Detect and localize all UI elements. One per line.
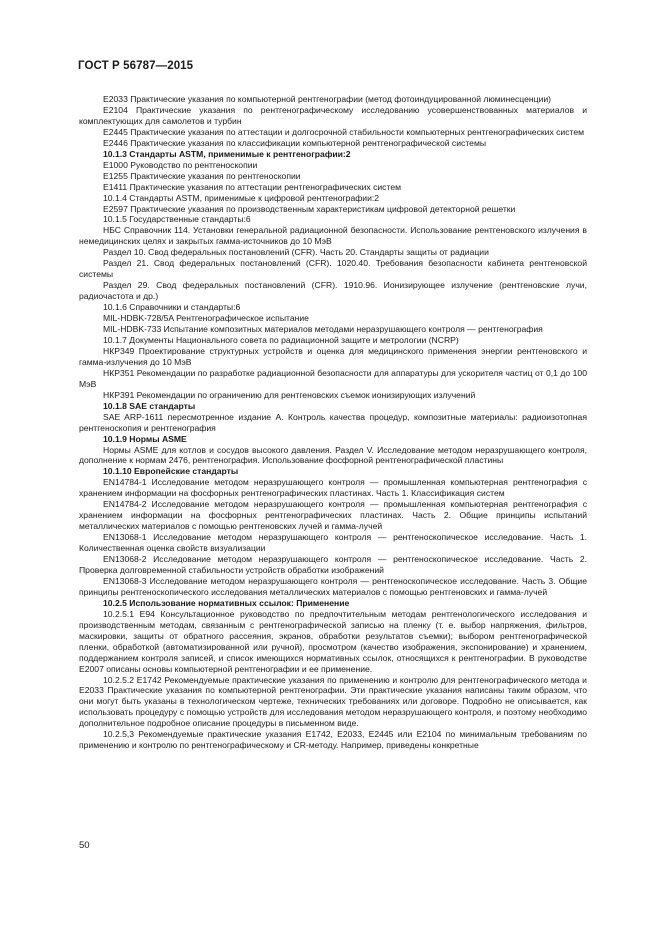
document-header: ГОСТ Р 56787—2015 bbox=[78, 60, 194, 72]
paragraph: E2104 Практические указания по рентгенографическому исследованию усовершенствованных материалов и комплектующих для самолетов и турбин bbox=[79, 104, 587, 126]
paragraph: EN14784-2 Исследование методом неразрушающего контроля — промышленная компьютерная рентгенография с хранением информации на фосфорных рентгенографических пластинах. Часть 2. Общие принципы испытаний металлических материалов с помощью рентгеновских лучей и гамма-лучей bbox=[79, 499, 587, 532]
document-body bbox=[79, 94, 587, 751]
paragraph: 10.2.5.1 E94 Консультационное руководство по предпочтительным методам рентгенологического исследования и производственным методам, связанным с рентгенографической записью на пленку (т. е. выбор напряжения, фильтров, маскировки, защиты от обратного рассеяния, экранов, обработки результатов съемки); выбором рентгенографической пленки, обработкой (автоматизированной или ручной), просмотром (качество изображения, экспонирование) и хранением, поддержанием контроля записей, и список имеющихся нормативных ссылок, относящихся к рентгенографии. В руководстве E2007 описаны основы компьютерной рентгенографии и ее применение. bbox=[79, 608, 587, 674]
section-heading: 10.1.8 SAE стандарты bbox=[103, 400, 196, 411]
paragraph: E2033 Практические указания по компьютерной рентгенографии (метод фотоиндуцированной люминесценции) bbox=[103, 94, 552, 104]
paragraph: НКР351 Рекомендации по разработке радиационной безопасности для аппаратуры для ускорителя частиц от 0,1 до 100 МэВ bbox=[79, 367, 587, 389]
section-heading: 10.2.5 Использование нормативных ссылок: Применение bbox=[103, 597, 350, 608]
paragraph: EN13068-2 Исследование методом неразрушающего контроля — рентгеноскопическое исследование. Часть 2. Проверка долговременной стабильности устройств обработки изображений bbox=[79, 554, 587, 575]
paragraph: E2445 Практические указания по аттестации и долгосрочной стабильности компьютерных рентгенографических систем bbox=[103, 126, 585, 137]
paragraph: Раздел 10. Свод федеральных постановлений (CFR). Часть 20. Стандарты защиты от радиации bbox=[103, 247, 489, 258]
paragraph: НКР391 Рекомендации по ограничению для рентгеновских съемок ионизирующих излучений bbox=[103, 389, 476, 400]
paragraph: EN13068-3 Исследование методом неразрушающего контроля — рентгеноскопическое исследование. Часть 3. Общие принципы рентгеноскопического исследования металлических материалов с помощью рентгеновских и гамма-лучей bbox=[79, 575, 587, 597]
paragraph: 10.2.5.2 E1742 Рекомендуемые практические указания по применению и контролю для рентгенографического метода и E2033 Практические указания по компьютерной рентгенографии. Эти практические указания написаны таким образом, что они могут быть указаны в технологическом чертеже, технических требованиях или договоре. Подробно не описывается, как использовать процедуру с помощью устройств для исследования методом неразрушающего контроля, и поэтому необходимо дополнительное подробное описание процедуры в письменном виде. bbox=[79, 674, 587, 729]
paragraph: E1411 Практические указания по аттестации рентгенографических систем bbox=[103, 181, 402, 192]
paragraph: MIL-HDBK-728/5A Рентгенографическое испытание bbox=[103, 313, 309, 324]
paragraph: Раздел 29. Свод федеральных постановлений (CFR). 1910.96. Ионизирующее излучение (рентгеновские лучи, радиочастота и др.) bbox=[79, 280, 587, 302]
paragraph: НКР349 Проектирование структурных устройств и оценка для медицинского применения энергии рентгеновского и гамма-излучения до 10 МэВ bbox=[79, 345, 587, 367]
paragraph: 10.1.5 Государственные стандарты:6 bbox=[103, 214, 251, 225]
paragraph: Нормы ASME для котлов и сосудов высокого давления. Раздел V. Исследование методом неразрушающего контроля, дополнение к нормам 2476, рентгенография. Использование фосфорной рентгенографической пластины bbox=[79, 444, 587, 466]
paragraph: Раздел 21. Свод федеральных постановлений (CFR). 1020.40. Требования безопасности кабинета рентгеновской системы bbox=[79, 258, 587, 280]
section-heading: 10.1.3 Стандарты ASTM, применимые к рентгенографии:2 bbox=[103, 148, 351, 159]
paragraph: MIL-HDBK-733 Испытание композитных материалов методами неразрушающего контроля — рентгенография bbox=[103, 324, 543, 335]
paragraph: EN13068-1 Исследование методом неразрушающего контроля — рентгеноскопическое исследование. Часть 1. Количественная оценка свойств визуализации bbox=[79, 532, 587, 554]
paragraph: E2446 Практические указания по классификации компьютерной рентгенографической системы bbox=[103, 137, 487, 148]
paragraph: 10.2.5,3 Рекомендуемые практические указания E1742, E2033, E2445 или E2104 по минимальным требованиям по применению и контролю по рентгенографическому и CR-методу. Например, приведены конкретные bbox=[79, 729, 587, 751]
paragraph: 10.1.4 Стандарты ASTM, применимые к цифровой рентгенографии:2 bbox=[103, 192, 380, 203]
paragraph: 10.1.6 Справочники и стандарты:6 bbox=[103, 302, 241, 313]
section-heading: 10.1.10 Европейские стандарты bbox=[103, 466, 239, 477]
paragraph: E1000 Руководство по рентгеноскопии bbox=[103, 159, 258, 170]
paragraph: E2597 Практические указания по производственным характеристикам цифровой детекторной решетки bbox=[103, 203, 516, 214]
paragraph: SAE ARP-1611 пересмотренное издание А. Контроль качества процедур, композитные материалы: радиоизотопная рентгеноскопия и рентгенография bbox=[79, 411, 587, 433]
paragraph: E1255 Практические указания по рентгеноскопии bbox=[103, 170, 301, 181]
paragraph: EN14784-1 Исследование методом неразрушающего контроля — промышленная компьютерная рентгенография с хранением информации на фосфорных рентгенографических пластинах. Часть 1. Классификация систем bbox=[79, 477, 587, 499]
section-heading: 10.1.9 Нормы ASME bbox=[103, 433, 187, 444]
page-number: 50 bbox=[79, 840, 90, 851]
paragraph: 10.1.7 Документы Национального совета по радиационной защите и метрологии (NCRP) bbox=[103, 334, 459, 345]
paragraph: НБС Справочник 114. Установки генеральной радиационной безопасности. Использование рентгеновского излучения в немедицинских целях и закрытых гамма-источников до 10 МэВ bbox=[79, 225, 587, 247]
